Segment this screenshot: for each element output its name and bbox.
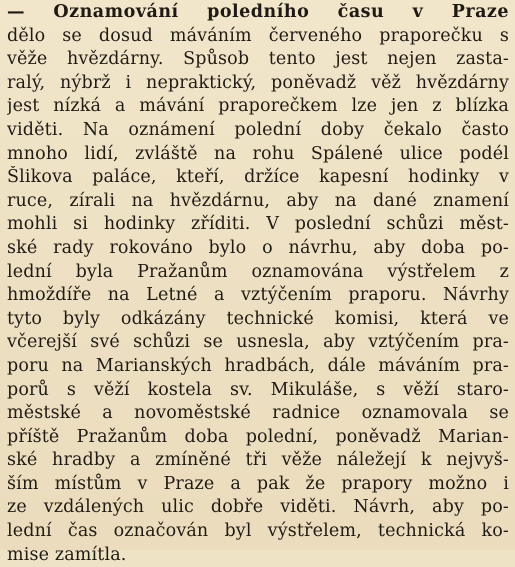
article-line-19: příště Pražanům doba polední, poněvadž Marian- xyxy=(7,426,509,447)
article-line-03: věže hvězdárny. Spůsob tento jest nejen zasta- xyxy=(7,49,509,70)
article-line-24: mise zamítla. xyxy=(7,544,127,565)
article-line-22: ze vzdálených ulic dobře viděti. Návrh, aby po- xyxy=(7,497,509,518)
article-line-23: lední čas označován byl výstřelem, technická ko- xyxy=(7,521,509,542)
article-line-16: poru na Marianských hradbách, dále máváním pra- xyxy=(7,355,509,376)
article-line-11: ské rady rokováno bylo o návrhu, aby doba po- xyxy=(7,237,509,258)
article-line-08: Šlikova paláce, kteří, držíce kapesní hodinky v xyxy=(7,167,509,188)
article-line-04: ralý, nýbrž i nepraktický, poněvadž věž hvězdárny xyxy=(7,72,509,93)
article-line-15: včerejší své schůzi se usnesla, aby vztýčením pra- xyxy=(7,332,509,353)
article-line-09: ruce, zírali na hvězdárnu, aby na dané znamení xyxy=(7,190,509,211)
article-line-07: mnoho lidí, zvláště na rohu Spálené ulice podél xyxy=(7,143,509,164)
article-line-01 xyxy=(7,1,509,25)
article-line-06: viděti. Na oznámení polední doby čekalo často xyxy=(7,119,509,140)
article-line-05: jest nízká a mávání praporečkem lze jen z blízka xyxy=(7,96,509,117)
article-line-14: tyto byly odkázány technické komisi, která ve xyxy=(7,308,509,329)
article-line-13: hmoždíře na Letné a vztýčením praporu. Návrhy xyxy=(7,285,509,306)
article-line-17: porů s věží kostela sv. Mikuláše, s věží staro- xyxy=(7,379,509,400)
article-line-12: lední byla Pražanům oznamována výstřelem z xyxy=(7,261,509,282)
article-headline: — Oznamování poledního času v Praze xyxy=(7,2,509,22)
article-line-18: městské a novoměstské radnice oznamovala se xyxy=(7,403,509,424)
article-line-20: ské hradby a zmíněné tři věže náležejí k nejvyš- xyxy=(7,450,509,471)
article-line-02: dělo se dosud máváním červeného praporečku s xyxy=(7,25,509,46)
article-line-10: mohli si hodinky zříditi. V poslední schůzi měst- xyxy=(7,214,509,235)
article-line-21: ším místům v Praze a pak že prapory možno i xyxy=(7,473,509,494)
